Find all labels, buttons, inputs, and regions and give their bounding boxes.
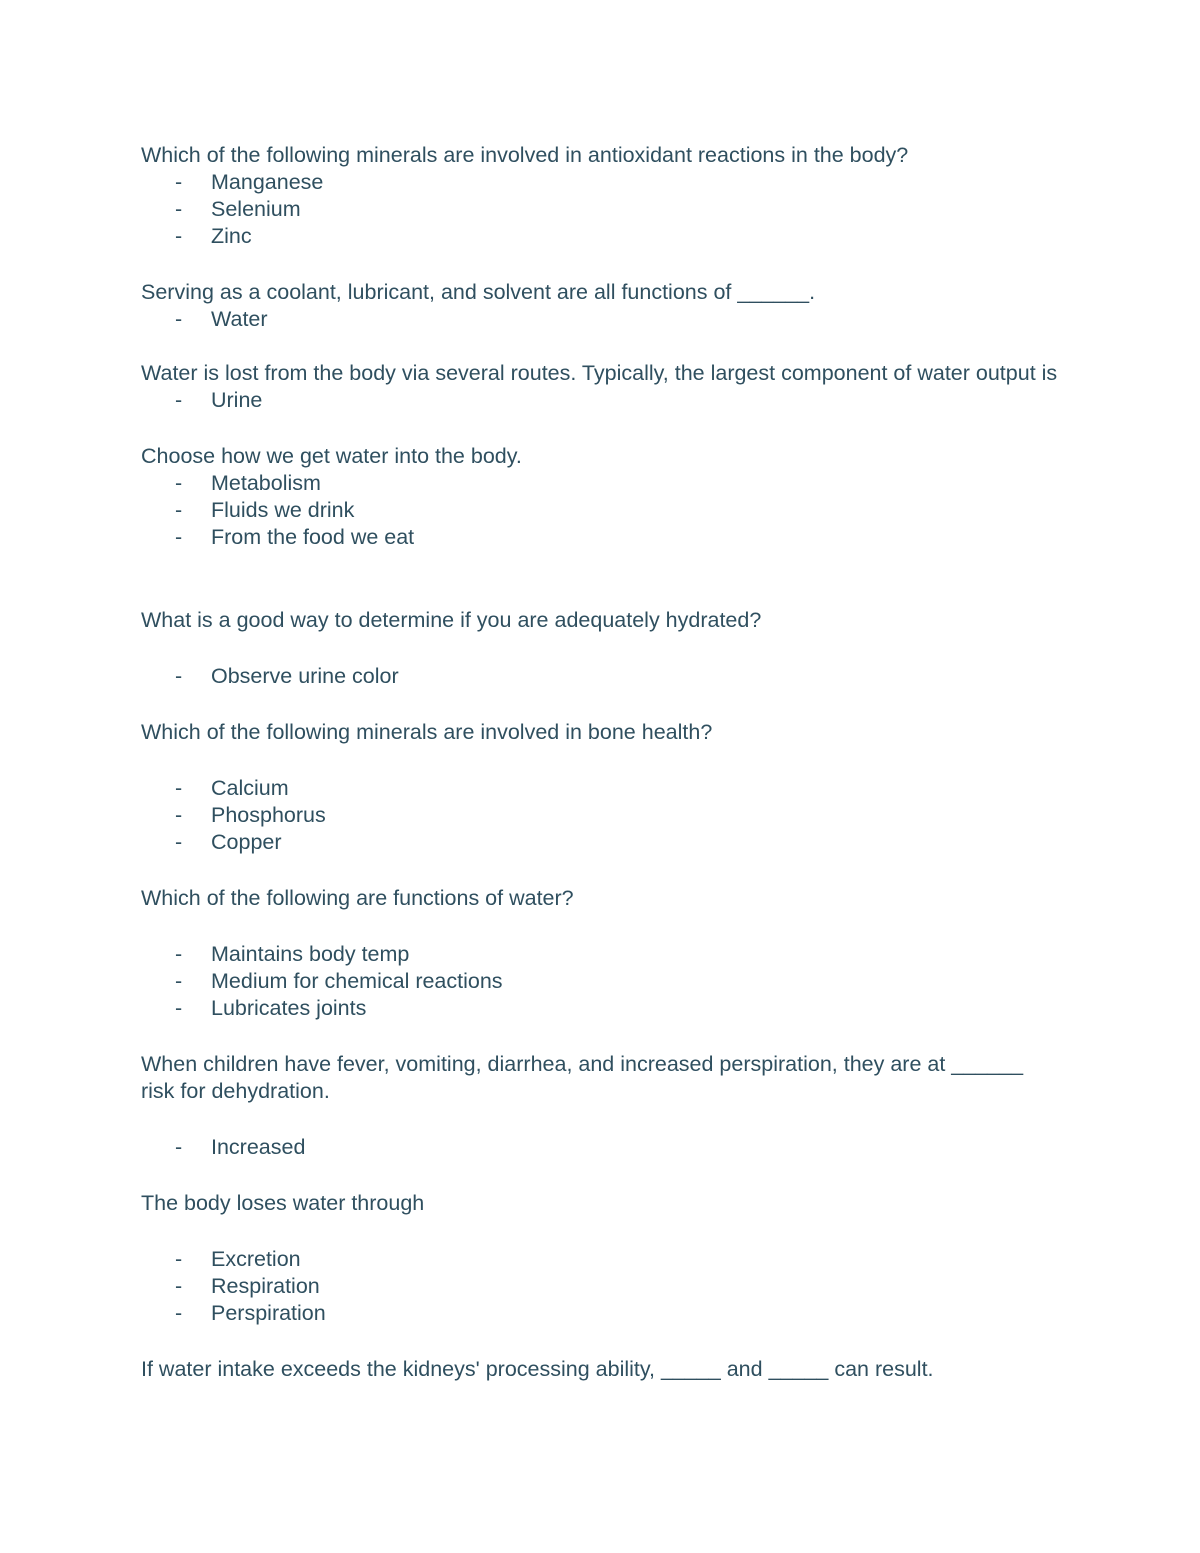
dash-bullet: -: [175, 1247, 183, 1271]
question-text: Which of the following minerals are involved in bone health?: [141, 720, 713, 744]
answer-text: Manganese: [211, 170, 324, 194]
dash-bullet: -: [175, 525, 183, 549]
question-text: What is a good way to determine if you are adequately hydrated?: [141, 608, 762, 632]
answer-item: [141, 524, 1061, 551]
answer-list: [141, 387, 1061, 414]
dash-bullet: -: [175, 498, 183, 522]
answer-list: [141, 306, 1061, 333]
answer-text: Medium for chemical reactions: [211, 969, 503, 993]
dash-bullet: -: [175, 197, 183, 221]
dash-bullet: -: [175, 307, 183, 331]
answer-text: Water: [211, 307, 268, 331]
dash-bullet: -: [175, 388, 183, 412]
answer-list: [141, 941, 1061, 1022]
answer-text: Perspiration: [211, 1301, 326, 1325]
answer-item: [141, 663, 1061, 690]
answer-text: Copper: [211, 830, 282, 854]
answer-text: Zinc: [211, 224, 252, 248]
question-text: Choose how we get water into the body.: [141, 444, 522, 468]
dash-bullet: -: [175, 1274, 183, 1298]
answer-item: [141, 1273, 1061, 1300]
answer-text: Increased: [211, 1135, 306, 1159]
dash-bullet: -: [175, 969, 183, 993]
answer-item: [141, 1134, 1061, 1161]
answer-item: [141, 387, 1061, 414]
answer-text: Maintains body temp: [211, 942, 410, 966]
answer-item: [141, 802, 1061, 829]
answer-item: [141, 1300, 1061, 1327]
dash-bullet: -: [175, 830, 183, 854]
dash-bullet: -: [175, 170, 183, 194]
answer-item: [141, 223, 1061, 250]
question-text: The body loses water through: [141, 1191, 425, 1215]
answer-text: Metabolism: [211, 471, 321, 495]
answer-item: [141, 470, 1061, 497]
answer-list: [141, 663, 1061, 690]
answer-item: [141, 306, 1061, 333]
answer-item: [141, 775, 1061, 802]
question-text: If water intake exceeds the kidneys' processing ability, _____ and _____ can result.: [141, 1357, 934, 1381]
answer-item: [141, 829, 1061, 856]
answer-text: Lubricates joints: [211, 996, 367, 1020]
answer-list: [141, 470, 1061, 551]
question-text: Which of the following minerals are involved in antioxidant reactions in the body?: [141, 143, 909, 167]
answer-item: [141, 497, 1061, 524]
answer-text: Calcium: [211, 776, 289, 800]
answer-text: From the food we eat: [211, 525, 415, 549]
answer-list: [141, 169, 1061, 250]
dash-bullet: -: [175, 1301, 183, 1325]
answer-text: Excretion: [211, 1247, 301, 1271]
question-text: Water is lost from the body via several routes. Typically, the largest component of water output is: [141, 361, 1058, 385]
answer-text: Urine: [211, 388, 263, 412]
answer-item: [141, 196, 1061, 223]
answer-list: [141, 775, 1061, 856]
answer-text: Fluids we drink: [211, 498, 355, 522]
question-text: When children have fever, vomiting, diarrhea, and increased perspiration, they are at ______ risk for dehydration.: [141, 1052, 1024, 1103]
document-page: [141, 142, 1061, 1383]
dash-bullet: -: [175, 471, 183, 495]
dash-bullet: -: [175, 942, 183, 966]
answer-item: [141, 968, 1061, 995]
dash-bullet: -: [175, 776, 183, 800]
dash-bullet: -: [175, 803, 183, 827]
dash-bullet: -: [175, 664, 183, 688]
answer-text: Phosphorus: [211, 803, 326, 827]
question-text: Which of the following are functions of water?: [141, 886, 574, 910]
answer-list: [141, 1134, 1061, 1161]
dash-bullet: -: [175, 996, 183, 1020]
answer-text: Respiration: [211, 1274, 320, 1298]
answer-item: [141, 1246, 1061, 1273]
answer-item: [141, 995, 1061, 1022]
question-text: Serving as a coolant, lubricant, and solvent are all functions of ______.: [141, 280, 816, 304]
dash-bullet: -: [175, 224, 183, 248]
answer-text: Observe urine color: [211, 664, 399, 688]
answer-text: Selenium: [211, 197, 301, 221]
answer-list: [141, 1246, 1061, 1327]
answer-item: [141, 941, 1061, 968]
dash-bullet: -: [175, 1135, 183, 1159]
answer-item: [141, 169, 1061, 196]
